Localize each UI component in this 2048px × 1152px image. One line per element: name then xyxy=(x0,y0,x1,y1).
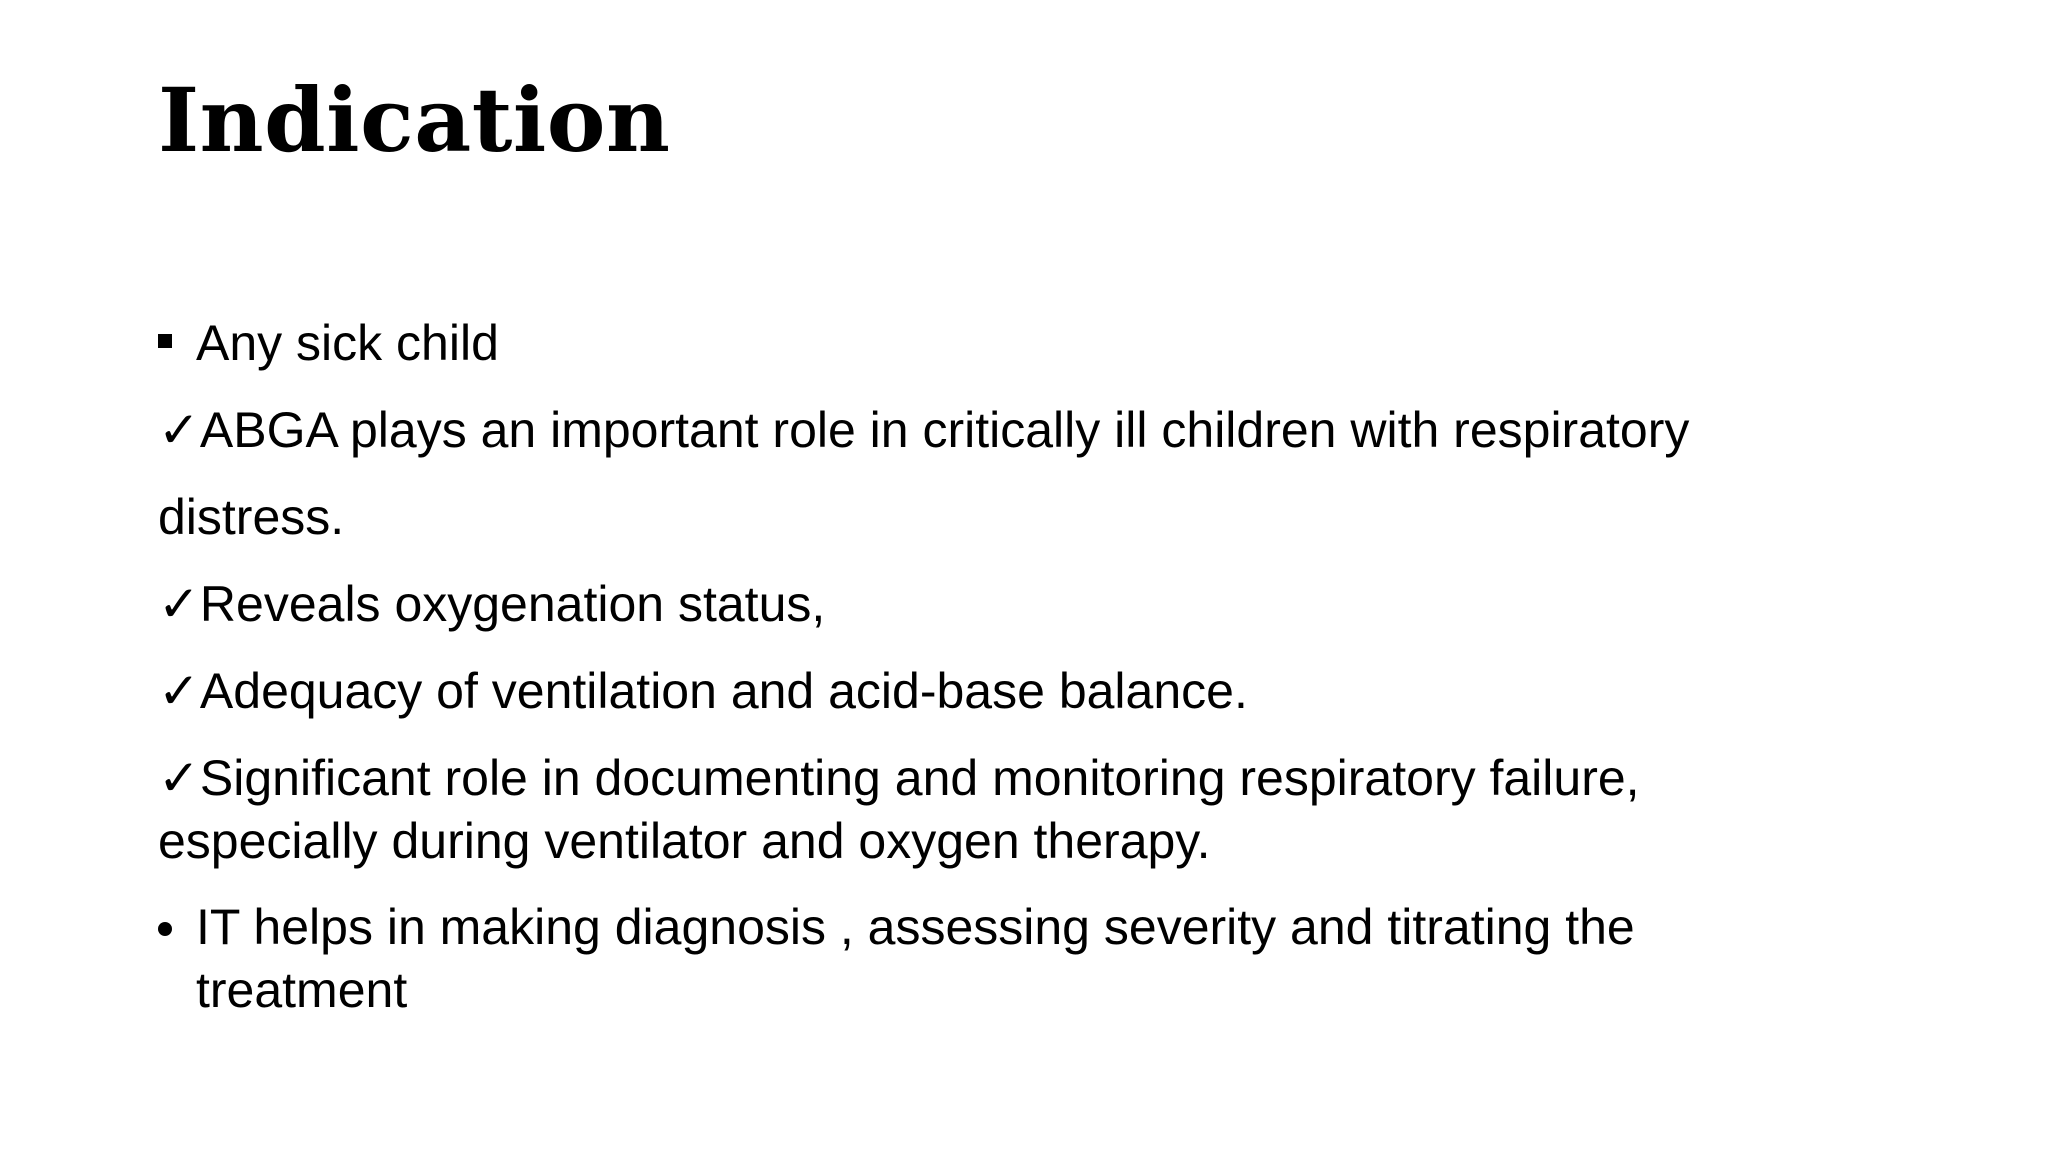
round-bullet-icon xyxy=(158,922,172,936)
list-item-text: Adequacy of ventilation and acid-base balance. xyxy=(199,663,1248,719)
list-item-text: Significant role in documenting and monitoring respiratory failure, xyxy=(199,750,1640,806)
checkmark-icon: ✓ xyxy=(158,576,200,632)
checkmark-icon: ✓ xyxy=(158,402,200,458)
checkmark-icon: ✓ xyxy=(158,750,200,806)
list-item xyxy=(158,660,1958,723)
list-item-text: ABGA plays an important role in critically ill children with respiratory xyxy=(199,402,1690,458)
square-bullet-icon xyxy=(158,334,172,348)
list-item-continuation-text: especially during ventilator and oxygen therapy. xyxy=(158,813,1211,869)
list-item-text: Any sick child xyxy=(196,315,499,371)
slide-content xyxy=(158,312,1958,1022)
list-item-continuation-text: distress. xyxy=(158,489,345,545)
list-item xyxy=(158,312,1958,375)
checkmark-icon: ✓ xyxy=(158,663,200,719)
slide-title: Indication xyxy=(158,68,671,172)
list-item-continuation-text: treatment xyxy=(196,962,408,1018)
list-item xyxy=(158,399,1958,462)
list-item-text: IT helps in making diagnosis , assessing severity and titrating the xyxy=(196,899,1635,955)
list-item-text: Reveals oxygenation status, xyxy=(199,576,826,632)
list-item xyxy=(158,573,1958,636)
list-item xyxy=(158,896,1958,1022)
list-item-continuation xyxy=(158,486,1958,549)
list-item xyxy=(158,747,1958,873)
